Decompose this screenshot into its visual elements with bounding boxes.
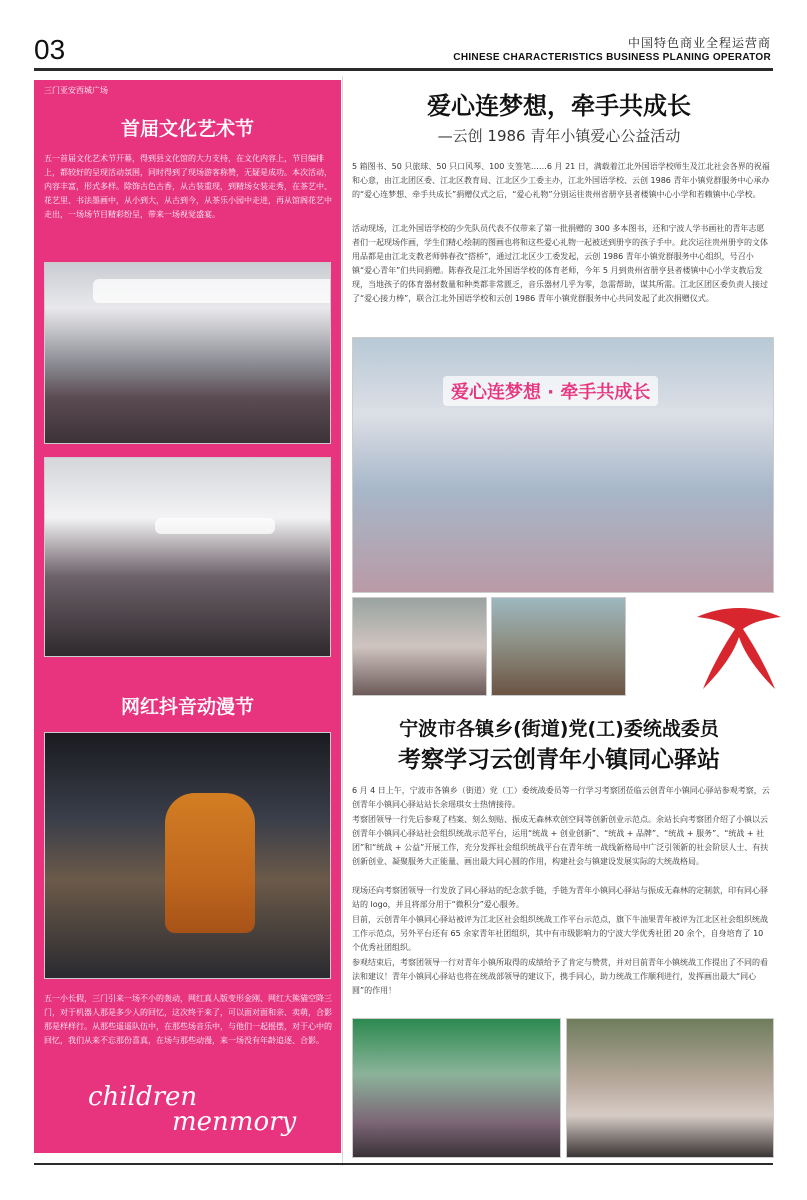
- column-divider: [342, 76, 343, 1166]
- photo-donation-ceremony: [352, 337, 774, 593]
- venue-tag: 三门亚安西城广场: [44, 86, 108, 95]
- photo-festival-tea-ceremony: [44, 457, 331, 657]
- article2-para3: 现场还向考察团领导一行发放了同心驿站的纪念款手链，手链为青年小镇同心驿站与振成无森林的定制款，印有同心驿站的 logo，并且将部分用于“微积分”爱心服务。: [352, 886, 768, 909]
- article1-title: 爱心连梦想，牵手共成长: [427, 92, 691, 120]
- photo-delegation-visit: [352, 1018, 561, 1158]
- top-rule: [34, 68, 773, 71]
- article2-para5: 参观结束后，考察团领导一行对青年小镇所取得的成绩给予了肯定与赞赏，并对目前青年小镇统战工作提出了不同的看法和建议！青年小镇同心驿站也将在统战部领导的建议下，携手同心，助力统战工作顺利进行，发挥画出最大“同心圆”的作用！: [352, 958, 768, 995]
- article1-subtitle: —云创 1986 青年小镇爱心公益活动: [437, 127, 681, 145]
- event-board-text: 爱心连梦想 · 牵手共成长: [443, 376, 658, 406]
- anime-festival-text: 五一小长假，三门引来一场不小的轰动，网红真人版变形金刚、网红大熊猫空降三门，对于机器人那是多少人的回忆，这次终于来了，可以面对面和亲、卖萌，合影那是样样行。从那些遥遥队伍中，在那些场音乐中，与他们一起摇摆，对于心中的回忆，我们从来不忘那份喜真，在场与那些动漫，来一场没有年龄追逐、合影。: [44, 994, 332, 1045]
- photo-donation-boxes: [491, 597, 626, 696]
- stage-banner: [93, 279, 331, 303]
- deco-word-children: children: [88, 1082, 198, 1112]
- article2-title-line2: 考察学习云创青年小镇同心驿站: [398, 747, 720, 773]
- bottom-rule: [34, 1163, 773, 1165]
- article2-para2: 考察团领导一行先后参观了档案、刻么刻贴、振成无森林欢创空间等创新创业示范点。余站长向考察团介绍了小镇以云创青年小镇同心驿站社会组织统战示范平台，运用“统战 + 创业创新”、“统战 + 品牌”、“统战 + 服务”、“统战 + 社团”和“统战 + 公益”开展工作，充分发挥社会组织统战平台在青年统一战线新格局中广泛引领新的社会阶层人士、有扶创新创业、凝聚服务大正能量、画出最大同心圆的作用，构建社会与镇建设发展实际的大统战格局。: [352, 815, 769, 866]
- photo-delegation-leaders: [566, 1018, 774, 1158]
- section-title-culture-festival: 首届文化艺术节: [120, 118, 254, 140]
- section-title-anime-festival: 网红抖音动漫节: [120, 696, 254, 718]
- article2-para1: 6 月 4 日上午，宁波市各镇乡（街道）党（工）委统战委员等一行学习考察团莅临云创青年小镇同心驿站参观考察，云创青年小镇同心驿站站长余瑶琪女士热情接待。: [352, 786, 770, 809]
- page-number: 03: [34, 34, 66, 65]
- header-title-en: CHINESE CHARACTERISTICS BUSINESS PLANING OPERATOR: [453, 52, 771, 63]
- culture-festival-text: 五一首届文化艺术节开幕，得到县文化馆的大力支持，在文化内容上，节目编排上，都较好的呈现活动氛围，同时得到了现场游客称赞，无疑是成功。本次活动，内容丰富，形式多样。除饰古色古香，从古装重现，到精场女装走秀，在茶艺中、花艺里、书法墨画中，从小到大，从古到今，从茶乐小园中走进，再从馆阁花艺中走出，一场场节目精彩纷呈，带来一场视觉盛宴。: [44, 154, 332, 219]
- stage-banner-2: [155, 518, 275, 534]
- photo-robot-show: [44, 732, 331, 979]
- robot-figure: [165, 793, 255, 933]
- header-title-cn: 中国特色商业全程运营商: [627, 36, 771, 50]
- article2-para4: 目前，云创青年小镇同心驿站被评为江北区社会组织统战工作平台示范点，旗下牛油果青年被评为江北区社会组织统战工作示范点，另外平台还有 65 余家青年社团组织，其中有市级影响力的宁波大学优秀社团 20 余个，自身培育了 10 个优秀社团组织。: [352, 915, 768, 952]
- red-ribbon-icon: [693, 603, 785, 691]
- deco-word-memory: menmory: [172, 1107, 297, 1137]
- article1-para2: 活动现场，江北外国语学校的少先队员代表不仅带来了第一批捐赠的 300 多本图书，还和宁波人学书画社的青年志愿者们一起现场作画，学生们精心绘制的图画也将和这些爱心礼物一起被送到册亨的孩子手中。此次运往贵州册亨的文体用品都是由江北支教老师韩春孜“搭桥”，通过江北区少工委发起，云创 1986 青年小镇党群服务中心组织，号召小镇“爱心青年”们共同捐赠。陈春孜是江北外国语学校的体育老师，今年 5 月到贵州省册亨县者楼镇中心小学支教后发现，当地孩子的体育器材数量和种类都非常匮乏，音乐器材几乎为零，急需帮助，谋其所需。江北区团区委负责人接过了“爱心接力棒”，联合江北外国语学校和云创 1986 青年小镇党群服务中心共同发起了此次捐赠仪式。: [352, 224, 768, 303]
- photo-children-drawing: [352, 597, 487, 696]
- article2-title-line1: 宁波市各镇乡(街道)党(工)委统战委员: [399, 718, 719, 740]
- article1-para1: 5 箱图书、50 只旅球、50 只口风琴、100 支签笔……6 月 21 日，满载着江北外国语学校师生及江北社会各界的祝福和心意，由江北团区委、江北区教育局、江北区少工委主办，江北外国语学校、云创 1986 青年小镇党群服务中心承办的“爱心连梦想、牵手共成长”捐赠仪式之后，“爱心礼物”分别运往贵州省册亨县者楼镇中心小学和若赖镇中心学校。: [352, 162, 770, 199]
- photo-festival-stage: [44, 262, 331, 444]
